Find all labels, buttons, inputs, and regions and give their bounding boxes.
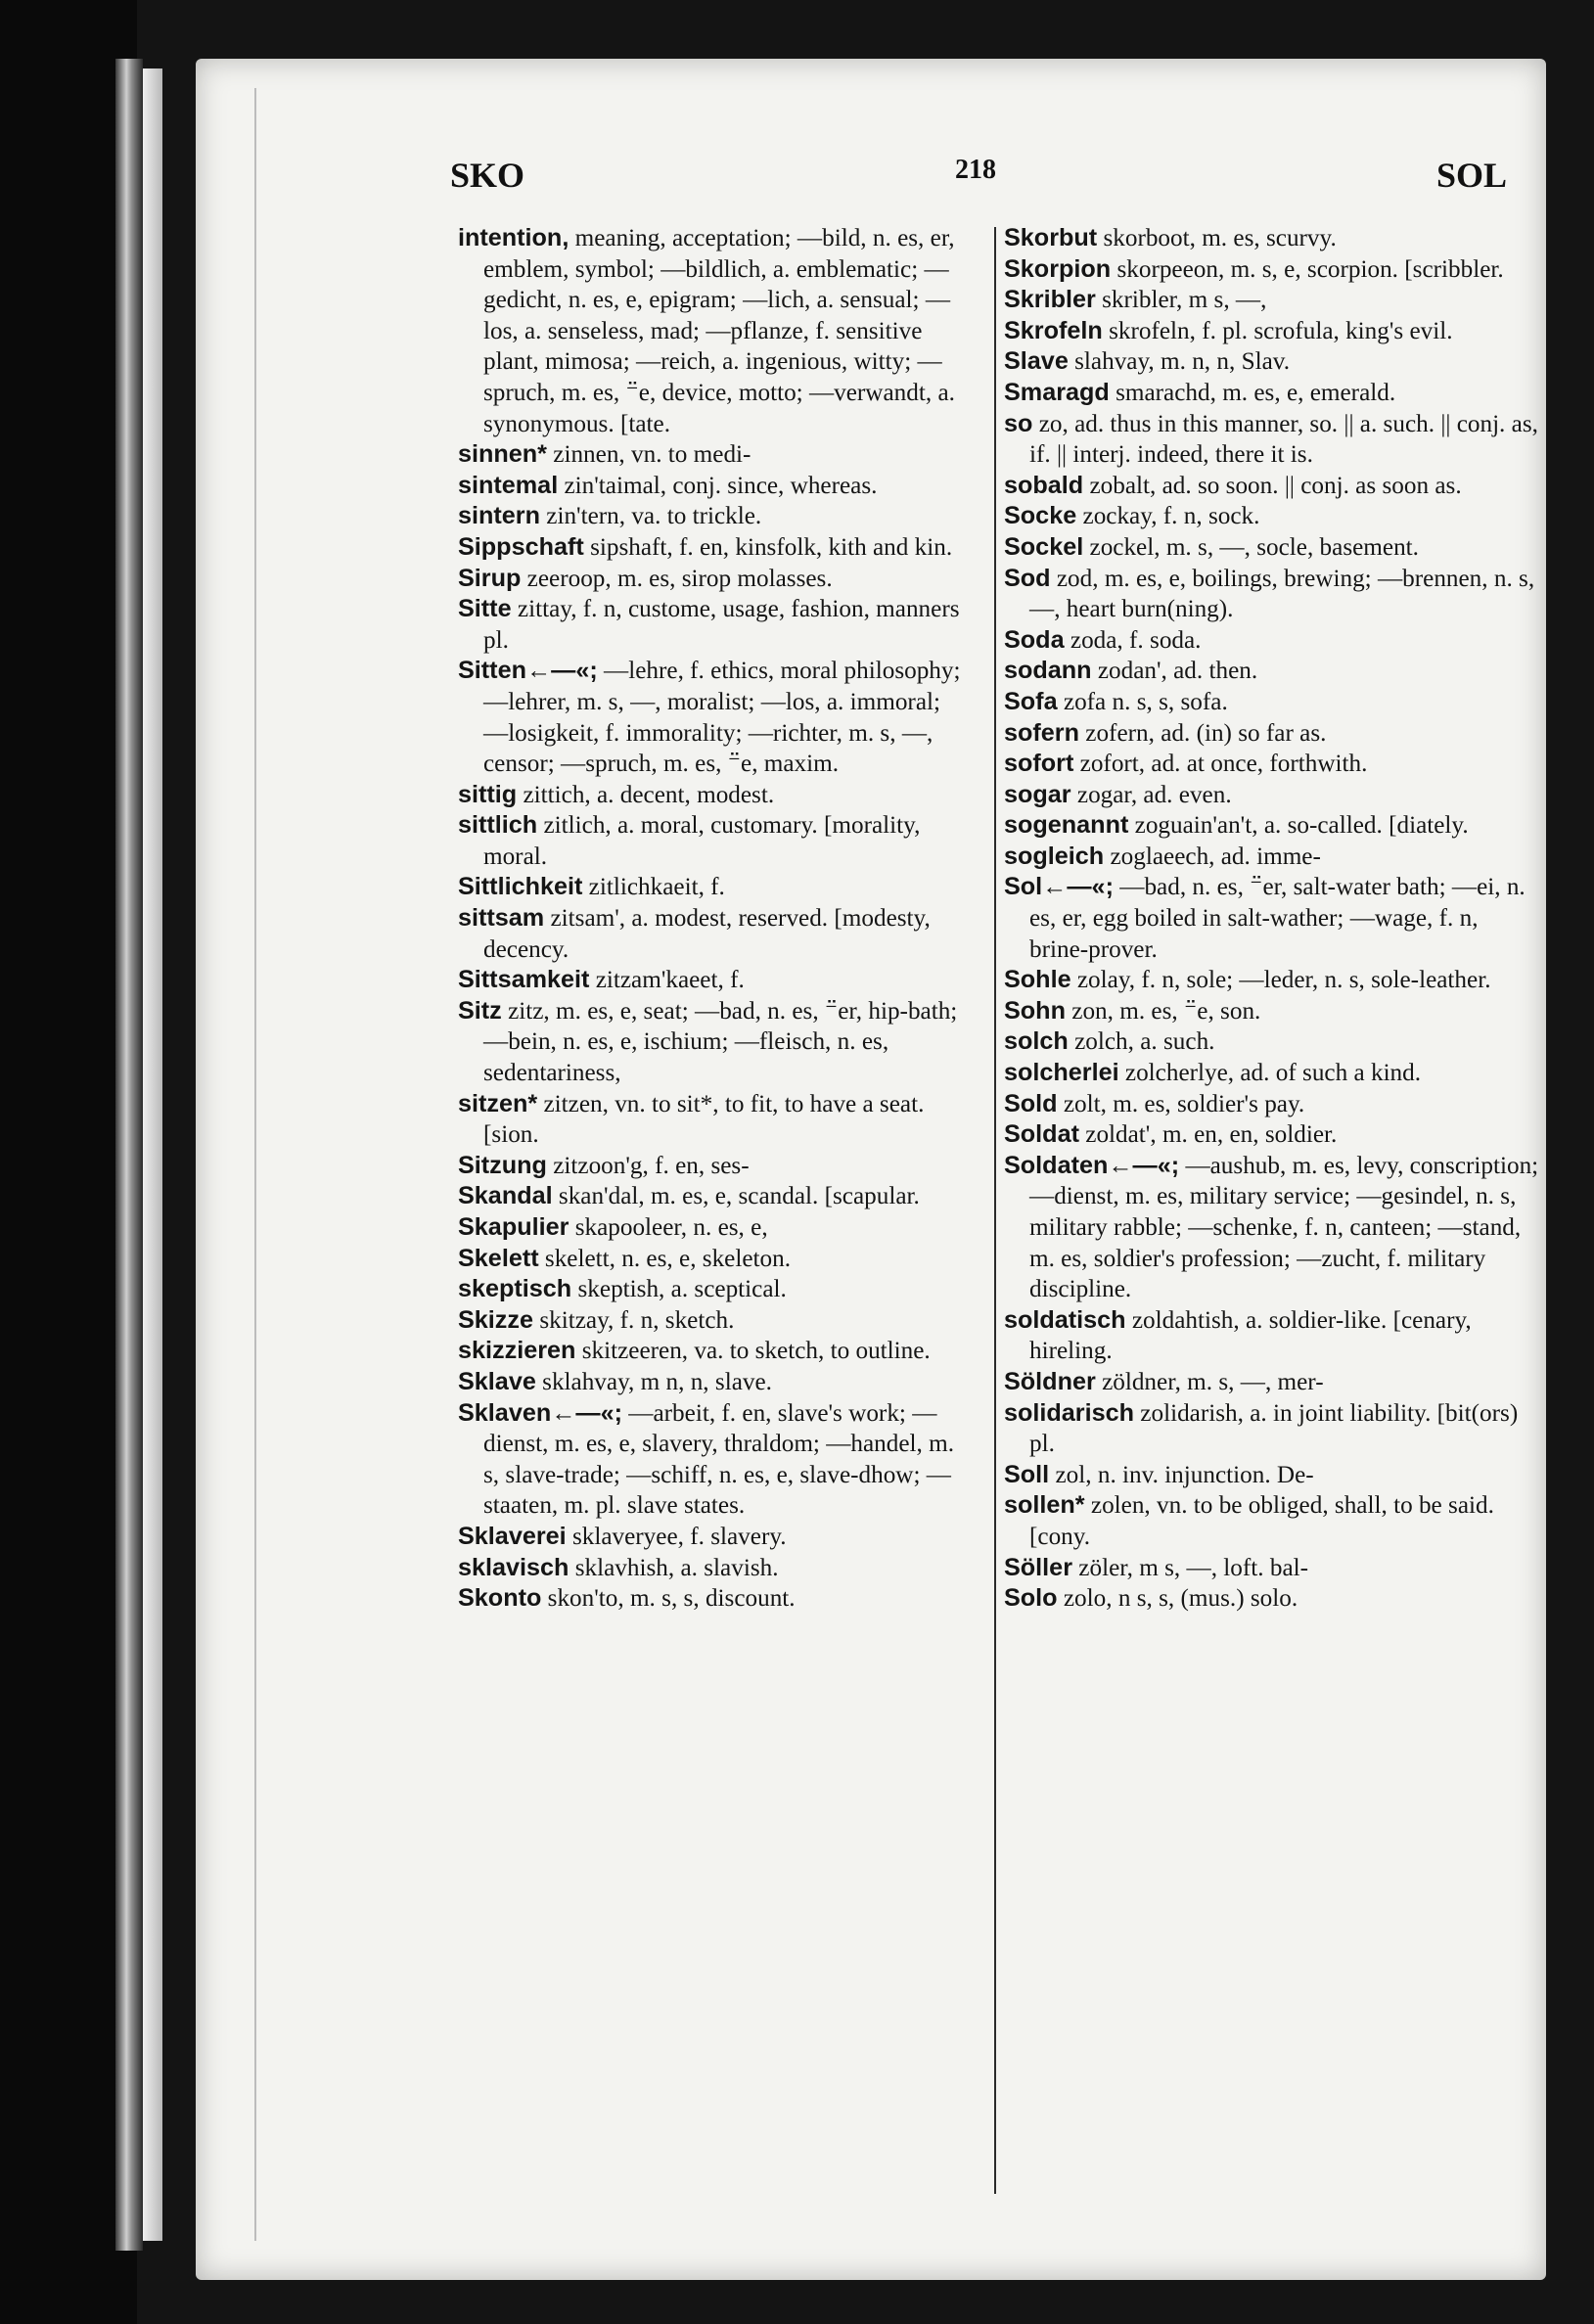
page-edges-inner: [143, 68, 162, 2241]
dictionary-entry: Sohn zon, m. es, ⁻̈e, son.: [1004, 996, 1261, 1025]
dictionary-entry: skizzieren skitzeeren, va. to sketch, to outline.: [458, 1337, 931, 1365]
dictionary-entry: Skribler skribler, m s, —,: [1004, 286, 1267, 314]
dictionary-entry: sobald zobalt, ad. so soon. || conj. as soon as.: [1004, 471, 1462, 499]
page-number: 218: [955, 155, 996, 185]
dictionary-entry: sittlich zitlich, a. moral, customary. [morality, moral.: [458, 811, 921, 870]
dictionary-entry: sodann zodan', ad. then.: [1004, 657, 1258, 685]
dictionary-entry: sogleich zoglaeech, ad. imme-: [1004, 842, 1321, 870]
dictionary-entry: sollen* zolen, vn. to be obliged, shall, to be said. [cony.: [1004, 1491, 1494, 1550]
dictionary-entry: Sod zod, m. es, e, boilings, brewing; —brennen, n. s, —, heart burn(ning).: [1004, 564, 1535, 623]
dictionary-entry: so zo, ad. thus in this manner, so. || a. such. || conj. as, if. || interj. indeed, there it is.: [1004, 409, 1538, 469]
column-divider: [994, 227, 996, 2194]
dictionary-entry: Skrofeln skrofeln, f. pl. scrofula, king's evil.: [1004, 316, 1453, 344]
dictionary-entry: Slave slahvay, m. n, n, Slav.: [1004, 347, 1291, 376]
dictionary-entry: Sittsamkeit zitzam'kaeet, f.: [458, 966, 745, 994]
dictionary-entry: Soda zoda, f. soda.: [1004, 625, 1202, 654]
dictionary-entry: sklavisch sklavhish, a. slavish.: [458, 1553, 779, 1581]
dictionary-entry: Skonto skon'to, m. s, s, discount.: [458, 1584, 796, 1613]
dictionary-entry: sogar zogar, ad. even.: [1004, 780, 1232, 808]
dictionary-entry: Skandal skan'dal, m. es, e, scandal. [scapular.: [458, 1182, 920, 1210]
dictionary-entry: Söller zöler, m s, —, loft. bal-: [1004, 1553, 1309, 1581]
dictionary-entry: sogenannt zoguain'an't, a. so-called. [diately.: [1004, 811, 1469, 840]
dictionary-entry: Smaragd smarachd, m. es, e, emerald.: [1004, 378, 1396, 406]
page-edges: [115, 59, 143, 2251]
dictionary-entry: Sippschaft sipshaft, f. en, kinsfolk, kith and kin.: [458, 532, 953, 561]
dictionary-entry: Sitzung zitzoon'g, f. en, ses-: [458, 1151, 750, 1179]
dictionary-entry: solch zolch, a. such.: [1004, 1027, 1215, 1056]
dictionary-entry: Sirup zeeroop, m. es, sirop molasses.: [458, 564, 833, 592]
dictionary-entry: sinnen* zinnen, vn. to medi-: [458, 440, 751, 469]
dictionary-entry: sitzen* zitzen, vn. to sit*, to fit, to have a seat. [sion.: [458, 1089, 925, 1149]
dictionary-entry: sofern zofern, ad. (in) so far as.: [1004, 718, 1327, 747]
left-column: [458, 223, 967, 2200]
dictionary-entry: Sitte zittay, f. n, custome, usage, fashion, manners pl.: [458, 595, 960, 654]
dictionary-entry: Söldner zöldner, m. s, —, mer-: [1004, 1367, 1324, 1395]
dictionary-entry: sintemal zin'taimal, conj. since, whereas.: [458, 471, 878, 499]
dictionary-entry: sittig zittich, a. decent, modest.: [458, 780, 775, 808]
dictionary-entry: Skorbut skorboot, m. es, scurvy.: [1004, 224, 1337, 251]
right-column: [1004, 223, 1540, 2200]
dictionary-entry: sittsam zitsam', a. modest, reserved. [modesty, decency.: [458, 904, 931, 963]
dictionary-entry: Sittlichkeit zitlichkaeit, f.: [458, 873, 725, 901]
dictionary-entry: Sold zolt, m. es, soldier's pay.: [1004, 1089, 1305, 1117]
dictionary-entry: sintern zin'tern, va. to trickle.: [458, 502, 762, 530]
dictionary-entry: Sitten←—«; —lehre, f. ethics, moral philosophy; —lehrer, m. s, —, moralist; —los, a. immoral; —losigkeit, f. immorality; —richter, m. s, —, censor; —spruch, m. es, ⁻̈e, maxim.: [458, 657, 961, 778]
dictionary-entry: solidarisch zolidarish, a. in joint liability. [bit(ors) pl.: [1004, 1398, 1519, 1458]
dictionary-entry: Sklave sklahvay, m n, n, slave.: [458, 1367, 772, 1395]
dictionary-entry: solcherlei zolcherlye, ad. of such a kind.: [1004, 1059, 1422, 1087]
dictionary-entry: Soldat zoldat', m. en, en, soldier.: [1004, 1120, 1338, 1149]
dictionary-entry: soldatisch zoldahtish, a. soldier-like. [cenary, hireling.: [1004, 1305, 1472, 1365]
dictionary-entry: Socke zockay, f. n, sock.: [1004, 502, 1260, 530]
dictionary-entry: Sklaven←—«; —arbeit, f. en, slave's work; —dienst, m. es, e, slavery, thraldom; —handel, m. s, slave-trade; —schiff, n. es, e, slave-dhow; —staaten, m. pl. slave states.: [458, 1398, 955, 1520]
dictionary-entry: sofort zofort, ad. at once, forthwith.: [1004, 750, 1368, 778]
dictionary-entry: skeptisch skeptish, a. sceptical.: [458, 1275, 787, 1303]
dictionary-entry: Soll zol, n. inv. injunction. De-: [1004, 1460, 1314, 1488]
dictionary-entry: Skelett skelett, n. es, e, skeleton.: [458, 1244, 792, 1272]
dictionary-entry: Sockel zockel, m. s, —, socle, basement.: [1004, 532, 1419, 561]
dictionary-entry: Sitz zitz, m. es, e, seat; —bad, n. es, ⁻̈er, hip-bath; —bein, n. es, e, ischium; —fleisch, n. es, sedentariness,: [458, 996, 958, 1087]
dictionary-entry: Sklaverei sklaveryee, f. slavery.: [458, 1522, 787, 1550]
dictionary-entry: Sol←—«; —bad, n. es, ⁻̈er, salt-water bath; —ei, n. es, er, egg boiled in salt-wather; —wage, f. n, brine-prover.: [1004, 873, 1526, 963]
dictionary-entry: intention, meaning, acceptation; —bild, n. es, er, emblem, symbol; —bildlich, a. emblematic; —gedicht, n. es, e, epigram; —lich, a. sensual; —los, a. senseless, mad; —pflanze, f. sensitive plant, mimosa; —reich, a. ingenious, witty; —spruch, m. es, ⁻̈e, device, motto; —verwandt, a. synonymous. [tate.: [458, 224, 955, 437]
running-head-left: SKO: [450, 156, 525, 195]
dictionary-entry: Soldaten←—«; —aushub, m. es, levy, conscription; —dienst, m. es, military service; —gesindel, n. s, military rabble; —schenke, f. n, canteen; —stand, m. es, soldier's profession; —zucht, f. military discipline.: [1004, 1151, 1539, 1303]
dictionary-entry: Sofa zofa n. s, s, sofa.: [1004, 687, 1228, 715]
running-head-right: SOL: [1436, 156, 1508, 195]
dictionary-entry: Sohle zolay, f. n, sole; —leder, n. s, sole-leather.: [1004, 966, 1491, 994]
dictionary-entry: Solo zolo, n s, s, (mus.) solo.: [1004, 1584, 1298, 1613]
dictionary-entry: Skizze skitzay, f. n, sketch.: [458, 1305, 735, 1334]
dictionary-entry: Skorpion skorpeeon, m. s, e, scorpion. [scribbler.: [1004, 254, 1504, 283]
dictionary-entry: Skapulier skapooleer, n. es, e,: [458, 1213, 768, 1241]
page-gutter-line: [254, 88, 256, 2241]
